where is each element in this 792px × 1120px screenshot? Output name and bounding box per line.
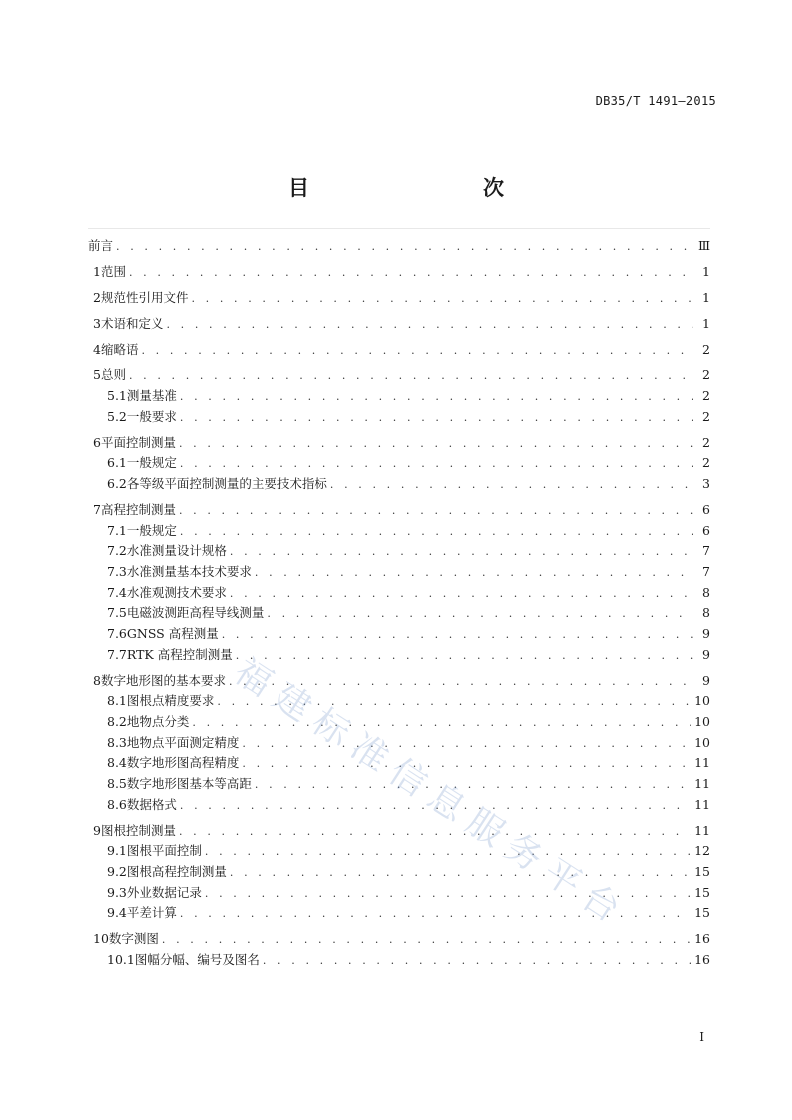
toc-entry[interactable] (88, 795, 710, 816)
toc-entry-page: 10 (694, 713, 710, 729)
dot-leader (242, 737, 691, 750)
toc-entry-page: 15 (694, 863, 710, 879)
toc-entry-label: 缩略语 (100, 341, 139, 357)
dot-leader (141, 344, 693, 357)
toc-entry[interactable] (88, 521, 710, 542)
dot-leader (217, 695, 691, 708)
dot-leader (180, 457, 693, 470)
toc-entry[interactable] (88, 453, 710, 474)
toc-entry-page: 16 (694, 951, 710, 967)
toc-entry-page: 15 (694, 884, 710, 900)
page-number: I (699, 1030, 704, 1044)
dot-leader (180, 411, 693, 424)
toc-entry-label: 一般要求 (126, 408, 177, 424)
toc-entry[interactable] (88, 365, 710, 386)
page-title: 目 次 (288, 175, 548, 200)
toc-entry-label: 水准测量基本技术要求 (126, 563, 252, 579)
toc-entry-page: 11 (694, 822, 710, 838)
toc-entry-label: 数据格式 (126, 796, 177, 812)
toc-entry[interactable] (88, 929, 710, 950)
toc-entry-number: 7.3 (107, 563, 127, 579)
toc-entry-page: 8 (702, 605, 710, 621)
dot-leader (230, 587, 693, 600)
toc-entry-label: 前言 (88, 238, 114, 253)
toc-entry[interactable] (88, 733, 710, 754)
toc-entry-number: 9.1 (107, 843, 127, 859)
toc-entry[interactable] (88, 862, 710, 883)
toc-entry-number: 8.2 (107, 713, 127, 729)
toc-entry[interactable] (88, 433, 710, 454)
toc-entry-number: 7.7 (107, 646, 127, 662)
toc-entry-label: 图根点精度要求 (126, 693, 215, 709)
dot-leader (236, 649, 693, 662)
toc-entry[interactable] (88, 774, 710, 795)
dot-leader (166, 318, 693, 331)
toc-entry-number: 7.2 (107, 543, 127, 559)
toc-entry-page: 7 (702, 543, 710, 559)
toc-entry[interactable] (88, 624, 710, 645)
toc-entry-page: 15 (694, 905, 710, 921)
toc-entry-number: 6.1 (107, 455, 127, 471)
toc-entry-label: 高程控制测量 (100, 501, 176, 517)
toc-entry-page: 6 (702, 501, 710, 517)
toc-entry-page: 1 (702, 263, 710, 279)
toc-entry-page: 11 (694, 776, 710, 791)
toc-entry[interactable] (88, 262, 710, 283)
dot-leader (180, 525, 693, 538)
toc-entry-number: 7.5 (107, 605, 127, 621)
toc-entry[interactable] (88, 603, 710, 624)
toc-entry-number: 3 (93, 315, 101, 331)
toc-entry-label: 一般规定 (126, 455, 177, 471)
document-code: DB35/T 1491—2015 (595, 94, 716, 108)
toc-entry-number: 10 (93, 931, 109, 947)
toc-entry-label: 平差计算 (126, 905, 177, 921)
toc-entry-label: 测量基准 (126, 388, 177, 404)
toc-entry-label: 平面控制测量 (100, 434, 176, 450)
toc-entry-number: 10.1 (107, 951, 135, 967)
toc-entry[interactable] (88, 821, 710, 842)
toc-entry-page: 1 (702, 315, 710, 331)
toc-entry[interactable] (88, 712, 710, 733)
toc-entry-label: 数字地形图的基本要求 (100, 672, 226, 688)
toc-entry-number: 8.5 (107, 776, 127, 791)
dot-leader (229, 675, 693, 688)
dot-leader (205, 887, 691, 900)
toc-entry-number: 8.4 (107, 755, 127, 771)
toc-entry-number: 7 (93, 501, 101, 517)
toc-entry[interactable] (88, 753, 710, 774)
toc-entry-label: 规范性引用文件 (100, 289, 189, 305)
toc-entry-label: 术语和定义 (100, 315, 164, 331)
toc-entry[interactable] (88, 583, 710, 604)
dot-leader (191, 292, 693, 305)
toc-entry-label: RTK 高程控制测量 (126, 646, 233, 662)
toc-entry-page: 2 (702, 367, 710, 383)
dot-leader (180, 799, 691, 812)
toc-entry-number: 1 (93, 263, 101, 279)
toc-entry-number: 7.1 (107, 522, 127, 538)
toc-entry-label: 电磁波测距高程导线测量 (126, 605, 265, 621)
toc-entry-number: 8.1 (107, 693, 127, 709)
toc-entry-page: 2 (702, 455, 710, 471)
toc-entry[interactable] (88, 950, 710, 971)
toc-entry-label: 数字测图 (108, 931, 159, 947)
toc-entry[interactable] (88, 500, 710, 521)
dot-leader (330, 478, 693, 491)
toc-entry-number: 9.3 (107, 884, 127, 900)
toc-entry[interactable] (88, 645, 710, 666)
toc-entry-number: 9 (93, 822, 101, 838)
toc-entry-number: 6.2 (107, 476, 127, 491)
dot-leader (230, 866, 691, 879)
dot-leader (180, 390, 693, 403)
dot-leader (179, 825, 691, 838)
toc-entry-page: 8 (702, 584, 710, 600)
toc-entry-page: 11 (694, 755, 710, 771)
dot-leader (129, 369, 693, 382)
dot-leader (129, 266, 693, 279)
toc-entry-page: 10 (694, 734, 710, 750)
dot-leader (116, 240, 693, 253)
toc-entry[interactable] (88, 474, 710, 495)
toc-entry[interactable] (88, 883, 710, 904)
toc-entry-label: 水准观测技术要求 (126, 584, 227, 600)
dot-leader (179, 504, 693, 517)
toc-entry[interactable] (88, 903, 710, 924)
toc-entry[interactable] (88, 236, 710, 257)
toc-entry-page: 9 (702, 626, 710, 641)
toc-entry-label: 数字地形图高程精度 (126, 755, 240, 771)
toc-entry[interactable] (88, 340, 710, 361)
toc-entry-number: 2 (93, 289, 101, 305)
toc-entry-label: 数字地形图基本等高距 (126, 776, 252, 791)
toc-entry[interactable] (88, 314, 710, 335)
toc-entry-number: 7.4 (107, 584, 127, 600)
toc-entry-label: 范围 (100, 263, 126, 279)
toc-entry-number: 7.6 (107, 626, 127, 641)
toc-entry-number: 8 (93, 672, 101, 688)
toc-entry-page: 11 (694, 796, 710, 812)
dot-leader (205, 845, 691, 858)
table-of-contents (88, 236, 710, 971)
toc-entry-page: 2 (702, 434, 710, 450)
toc-entry-number: 5 (93, 367, 101, 383)
dot-leader (255, 566, 693, 579)
toc-entry-label: 一般规定 (126, 522, 177, 538)
toc-entry[interactable] (88, 541, 710, 562)
toc-entry-page: 6 (702, 522, 710, 538)
dot-leader (162, 933, 691, 946)
dot-leader (242, 757, 691, 770)
toc-entry-page: 2 (702, 408, 710, 424)
toc-entry-label: 地物点平面测定精度 (126, 734, 240, 750)
toc-entry-label: 图根控制测量 (100, 822, 176, 838)
dot-leader (230, 545, 693, 558)
toc-entry-number: 6 (93, 434, 101, 450)
toc-entry-number: 4 (93, 341, 101, 357)
toc-entry-page: 2 (702, 341, 710, 357)
toc-entry-number: 8.6 (107, 796, 127, 812)
toc-entry-page: 3 (702, 476, 710, 491)
toc-entry-label: 图幅分幅、编号及图名 (134, 951, 260, 967)
dot-leader (192, 716, 691, 729)
toc-entry-number: 9.4 (107, 905, 127, 921)
toc-entry-page: 9 (702, 646, 710, 662)
toc-entry-number: 5.2 (107, 408, 127, 424)
toc-entry[interactable] (88, 407, 710, 428)
toc-entry-page: Ⅲ (697, 238, 710, 253)
dot-leader (267, 607, 693, 620)
toc-entry-label: 水准测量设计规格 (126, 543, 227, 559)
toc-entry[interactable] (88, 691, 710, 712)
toc-entry-number: 8.3 (107, 734, 127, 750)
toc-entry-number: 9.2 (107, 863, 127, 879)
dot-leader (263, 954, 691, 967)
toc-entry-label: 地物点分类 (126, 713, 190, 729)
toc-entry-page: 10 (694, 693, 710, 709)
divider (88, 228, 710, 229)
dot-leader (222, 628, 693, 641)
dot-leader (180, 907, 691, 920)
toc-entry-page: 1 (702, 289, 710, 305)
toc-entry[interactable] (88, 841, 710, 862)
toc-entry-number: 5.1 (107, 388, 127, 404)
toc-entry-label: GNSS 高程测量 (126, 626, 219, 641)
toc-entry-page: 16 (694, 931, 710, 947)
toc-entry-page: 2 (702, 388, 710, 404)
toc-entry[interactable] (88, 386, 710, 407)
toc-entry-page: 7 (702, 563, 710, 579)
toc-entry-label: 各等级平面控制测量的主要技术指标 (126, 476, 327, 491)
toc-entry-label: 外业数据记录 (126, 884, 202, 900)
watermark: 福建标准信息服务平台 (227, 650, 636, 936)
toc-entry[interactable] (88, 562, 710, 583)
toc-entry[interactable] (88, 671, 710, 692)
dot-leader (179, 437, 693, 450)
toc-entry[interactable] (88, 288, 710, 309)
toc-entry-page: 12 (694, 843, 710, 859)
toc-entry-label: 图根平面控制 (126, 843, 202, 859)
toc-entry-label: 图根高程控制测量 (126, 863, 227, 879)
dot-leader (255, 778, 691, 791)
toc-entry-label: 总则 (100, 367, 126, 383)
toc-entry-page: 9 (702, 672, 710, 688)
